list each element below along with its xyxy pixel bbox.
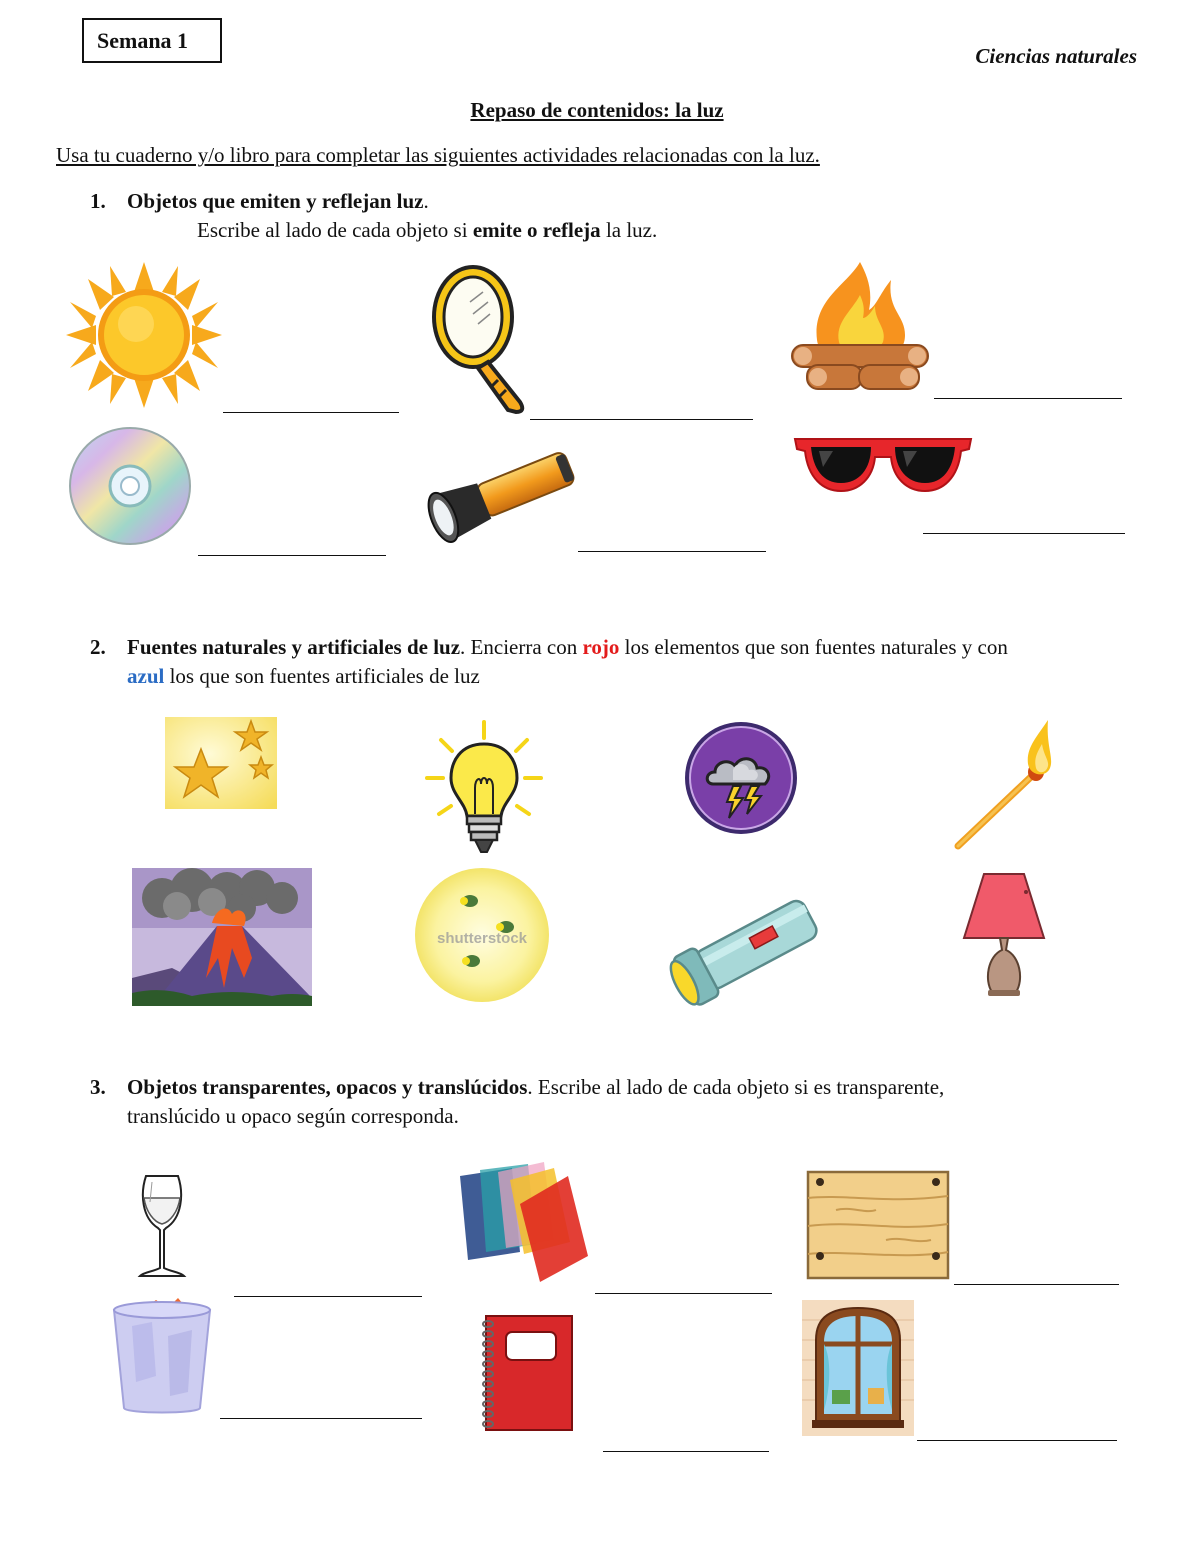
- page-title: Repaso de contenidos: la luz: [470, 98, 724, 122]
- section1-heading: 1. Objetos que emiten y reflejan luz.: [90, 189, 429, 213]
- window-icon: [802, 1300, 914, 1436]
- wood-board-icon: [806, 1170, 950, 1280]
- week-label: Semana 1: [82, 18, 222, 63]
- mirror-icon: [428, 262, 533, 414]
- answer-line-sun[interactable]: [223, 412, 399, 413]
- match-icon: [950, 718, 1060, 850]
- answer-line-sunglasses[interactable]: [923, 533, 1125, 534]
- cd-icon: [66, 425, 196, 549]
- answer-line-bin[interactable]: [220, 1418, 422, 1419]
- sun-icon: [66, 262, 222, 408]
- plastic-bin-icon: [112, 1296, 212, 1416]
- campfire-icon: [787, 260, 933, 395]
- flashlight-icon: [426, 447, 578, 547]
- answer-line-flashlight[interactable]: [578, 551, 766, 552]
- instruction-text: Usa tu cuaderno y/o libro para completar las siguientes actividades relacionadas con la luz.: [56, 143, 820, 167]
- answer-line-glass[interactable]: [234, 1296, 422, 1297]
- storm-icon: [683, 720, 799, 836]
- answer-line-window[interactable]: [917, 1440, 1117, 1441]
- shutterstock-watermark: shutterstock: [436, 930, 528, 947]
- volcano-icon: [132, 868, 312, 1006]
- color-filters-icon: [458, 1160, 590, 1284]
- wine-glass-icon: [132, 1172, 192, 1282]
- answer-line-mirror[interactable]: [530, 419, 753, 420]
- answer-line-cd[interactable]: [198, 555, 386, 556]
- lamp-icon: [962, 872, 1046, 998]
- answer-line-filters[interactable]: [595, 1293, 772, 1294]
- flashlight-icon: [662, 885, 830, 1013]
- sunglasses-icon: [793, 433, 973, 495]
- answer-line-campfire[interactable]: [934, 398, 1122, 399]
- answer-line-notebook[interactable]: [603, 1451, 769, 1452]
- section1-subtitle: Escribe al lado de cada objeto si emite o refleja la luz.: [197, 218, 658, 242]
- lightbulb-icon: [425, 718, 543, 858]
- fireflies-icon: [414, 867, 550, 1003]
- subject-label: Ciencias naturales: [975, 44, 1137, 68]
- answer-line-board[interactable]: [954, 1284, 1119, 1285]
- stars-icon: [165, 717, 277, 809]
- section3-text: 3. Objetos transparentes, opacos y translúcidos. Escribe al lado de cada objeto si es transparente, translúcido u opaco según corresponda.: [90, 1075, 945, 1128]
- section2-text: 2. Fuentes naturales y artificiales de luz. Encierra con rojo los elementos que son fuentes naturales y con azul los que son fuentes artificiales de luz: [90, 635, 1008, 688]
- notebook-icon: [480, 1314, 574, 1432]
